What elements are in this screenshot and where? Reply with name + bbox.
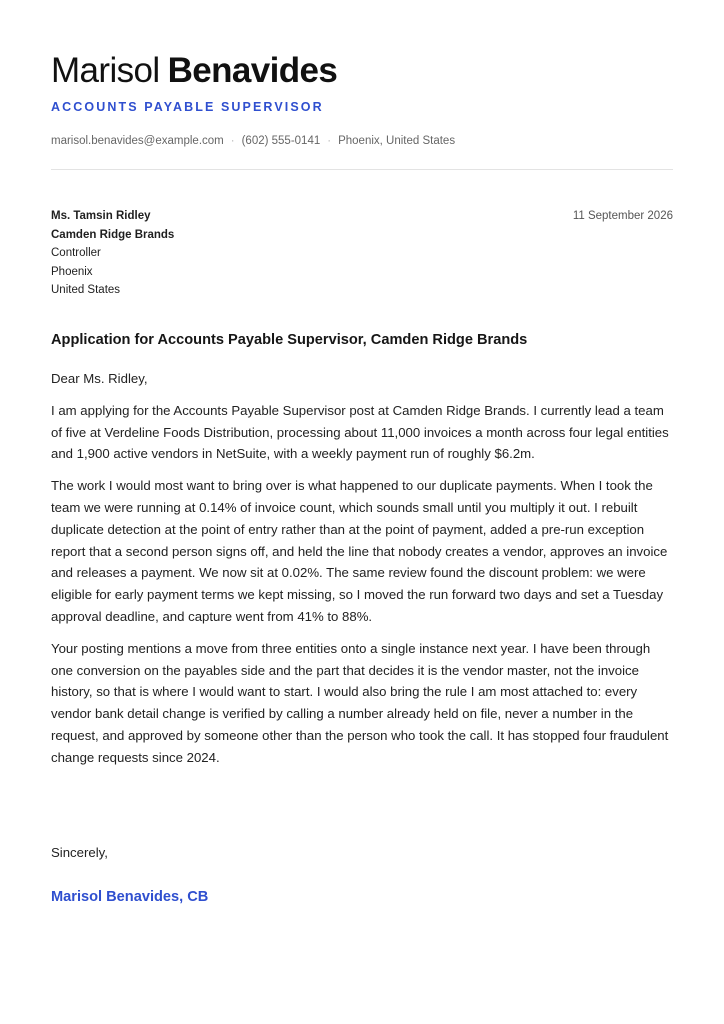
header-divider	[51, 169, 673, 170]
recipient-name: Ms. Tamsin Ridley	[51, 210, 151, 222]
body-paragraph: The work I would most want to bring over is what happened to our duplicate payments. When I took the team we were running at 0.14% of invoice count, which sounds small until you multiply it out. I rebuilt duplicate detection at the point of entry rather than at the point of payment, added a pre-run exception report that a second person signs off, and held the line that nobody creates a vendor, approves an invoice and releases a payment. We now sit at 0.02%. The same review found the discount problem: we were eligible for early payment terms we kept missing, so I moved the run forward two days and set a Tuesday approval deadline, and capture went from 41% to 88%.	[51, 478, 668, 624]
recipient-company: Camden Ridge Brands	[51, 228, 175, 241]
applicant-name	[51, 48, 337, 94]
applicant-role: ACCOUNTS PAYABLE SUPERVISOR	[51, 100, 324, 114]
letter-date: 11 September 2026	[572, 210, 673, 222]
contact-location: Phoenix, United States	[338, 135, 456, 147]
applicant-first-name: Marisol	[51, 51, 160, 90]
body-paragraph: I am applying for the Accounts Payable Supervisor post at Camden Ridge Brands. I currently lead a team of five at Verdeline Foods Distribution, processing about 11,000 invoices a month across four legal entities and 1,900 active vendors in NetSuite, with a weekly payment run of roughly $6.2m.	[51, 402, 669, 462]
applicant-last-name: Benavides	[167, 51, 338, 90]
contact-separator: ·	[327, 135, 332, 147]
recipient-country: United States	[51, 284, 121, 297]
signature-name: Marisol Benavides, CB	[51, 889, 209, 905]
contact-email: marisol.benavides@example.com	[51, 135, 224, 147]
contact-line	[51, 133, 455, 149]
recipient-title: Controller	[51, 247, 101, 260]
recipient-city: Phoenix	[51, 265, 93, 278]
recipient-block	[51, 207, 174, 300]
salutation: Dear Ms. Ridley,	[51, 371, 148, 386]
cover-letter-page	[51, 0, 673, 1024]
letter-body	[51, 368, 675, 779]
body-paragraph: Your posting mentions a move from three entities onto a single instance next year. I have been through one conversion on the payables side and the part that decides it is the vendor master, not the invoice history, so that is where I would want to start. I would also bring the rule I am most attached to: every vendor bank detail change is verified by calling a number already held on file, never a number in the request, and approved by someone other than the person who took the call. It has stopped four fraudulent change requests since 2024.	[51, 640, 669, 765]
closing: Sincerely,	[51, 845, 108, 860]
letter-subject: Application for Accounts Payable Supervisor, Camden Ridge Brands	[51, 332, 528, 348]
contact-phone: (602) 555-0141	[241, 135, 321, 147]
contact-separator: ·	[230, 135, 235, 147]
